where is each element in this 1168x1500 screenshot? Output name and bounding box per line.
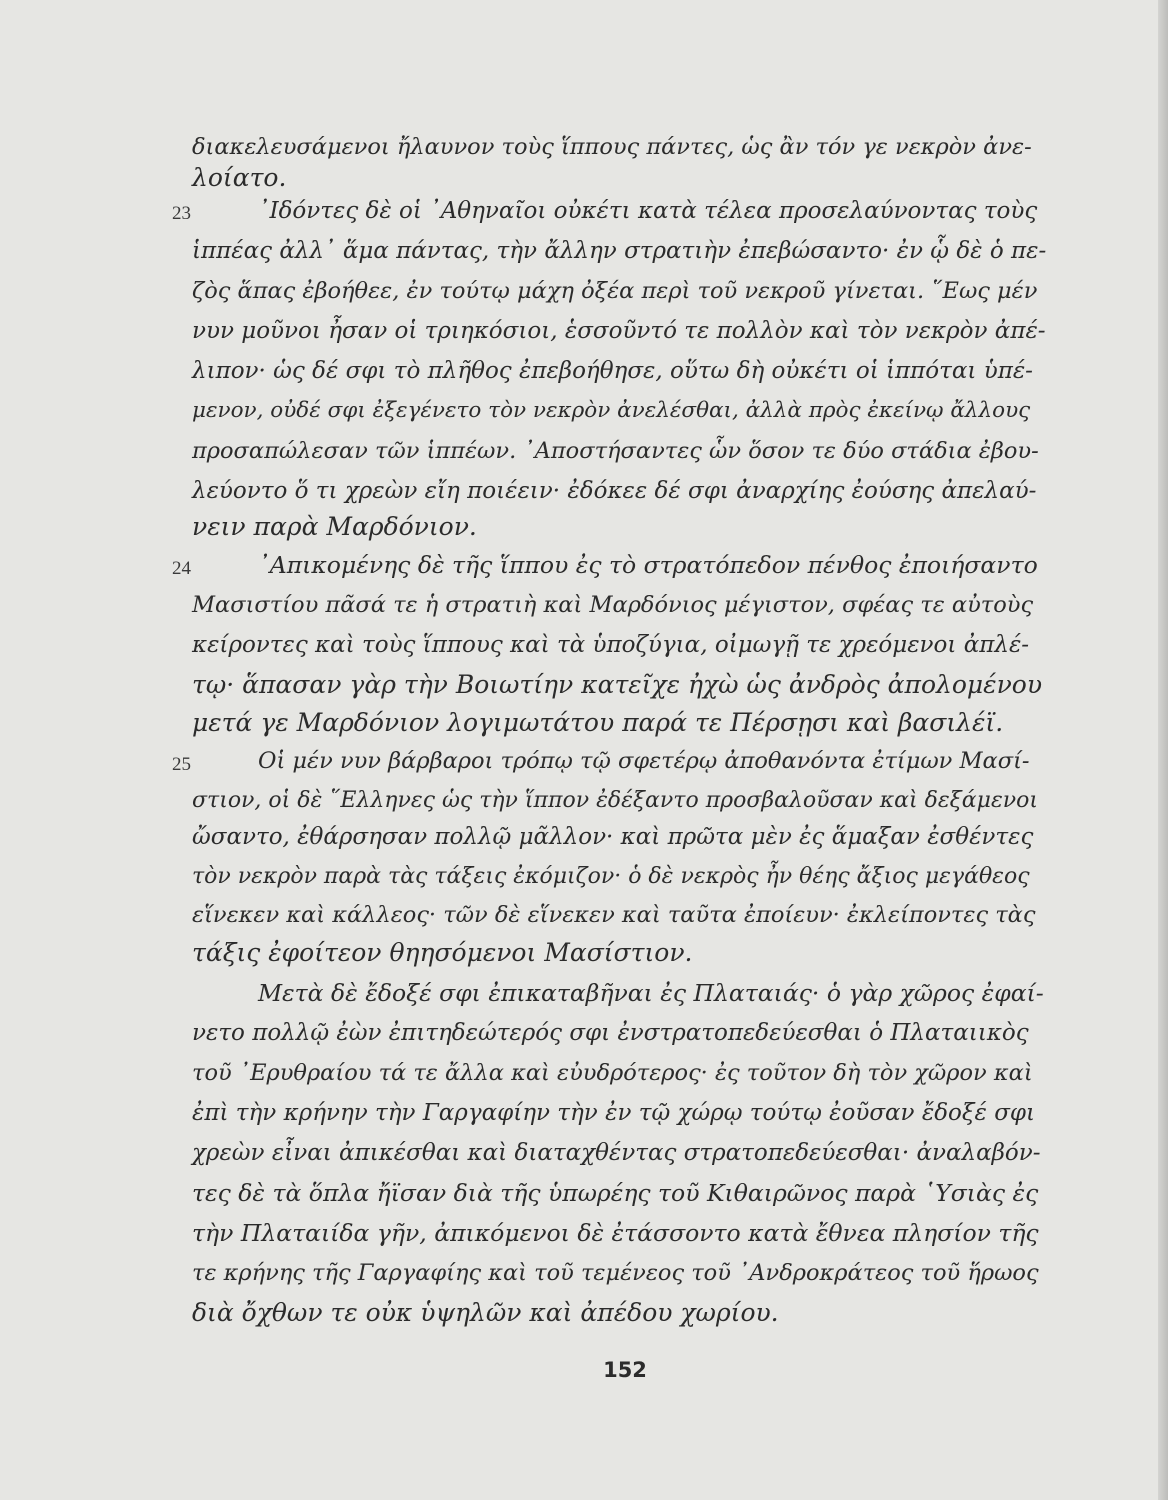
- text-line: τες δὲ τὰ ὅπλα ἤϊσαν διὰ τῆς ὑπωρέης τοῦ Κιθαιρῶνος παρὰ ῾Υσιὰς ἐς: [192, 1179, 1039, 1207]
- text-line: ἐπὶ τὴν κρήνην τὴν Γαργαφίην τὴν ἐν τῷ χώρῳ τούτῳ ἐοῦσαν ἔδοξέ σφι: [192, 1100, 1036, 1126]
- text-line: Μασιστίου πᾶσά τε ἡ στρατιὴ καὶ Μαρδόνιος μέγιστον, σφέας τε αὐτοὺς: [192, 592, 1034, 618]
- text-line: χρεὼν εἶναι ἀπικέσθαι καὶ διαταχθέντας στρατοπεδεύεσθαι· ἀναλαβόν-: [192, 1140, 1041, 1166]
- text-line: τε κρήνης τῆς Γαργαφίης καὶ τοῦ τεμένεος τοῦ ᾽Ανδροκράτεος τοῦ ἥρωος: [192, 1260, 1039, 1286]
- text-line: ἱππέας ἀλλ᾽ ἅμα πάντας, τὴν ἄλλην στρατιὴν ἐπεβώσαντο· ἐν ᾧ δὲ ὁ πε-: [192, 238, 1047, 264]
- text-line: λεύοντο ὅ τι χρεὼν εἴη ποιέειν· ἐδόκεε δέ σφι ἀναρχίης ἐούσης ἀπελαύ-: [192, 478, 1037, 504]
- text-line: τῳ· ἅπασαν γὰρ τὴν Βοιωτίην κατεῖχε ἠχὼ ὡς ἀνδρὸς ἀπολομένου: [192, 670, 1043, 699]
- text-line: μενον, οὐδέ σφι ἐξεγένετο τὸν νεκρὸν ἀνελέσθαι, ἀλλὰ πρὸς ἐκείνῳ ἄλλους: [192, 398, 1031, 423]
- text-line: ὤσαντο, ἐθάρσησαν πολλῷ μᾶλλον· καὶ πρῶτα μὲν ἐς ἅμαξαν ἐσθέντες: [192, 824, 1034, 850]
- text-line: νετο πολλῷ ἐὼν ἐπιτηδεώτερός σφι ἐνστρατοπεδεύεσθαι ὁ Πλαταιικὸς: [192, 1020, 1029, 1046]
- text-line: μετά γε Μαρδόνιον λογιμωτάτου παρά τε Πέρσῃσι καὶ βασιλέϊ.: [192, 708, 1004, 737]
- text-line: τὴν Πλαταιίδα γῆν, ἀπικόμενοι δὲ ἐτάσσοντο κατὰ ἔθνεα πλησίον τῆς: [192, 1219, 1039, 1247]
- text-line: τοῦ ᾽Ερυθραίου τά τε ἄλλα καὶ εὐυδρότερος· ἐς τοῦτον δὴ τὸν χῶρον καὶ: [192, 1060, 1033, 1086]
- section-number-25: 25: [172, 754, 191, 775]
- text-line: λιπον· ὡς δέ σφι τὸ πλῆθος ἐπεβοήθησε, οὕτω δὴ οὐκέτι οἱ ἱππόται ὑπέ-: [192, 358, 1033, 384]
- text-line: εἵνεκεν καὶ κάλλεος· τῶν δὲ εἵνεκεν καὶ ταῦτα ἐποίευν· ἐκλείποντες τὰς: [192, 902, 1036, 928]
- text-line: κείροντες καὶ τοὺς ἵππους καὶ τὰ ὑποζύγια, οἰμωγῇ τε χρεόμενοι ἀπλέ-: [192, 632, 1030, 658]
- text-line: ᾽Απικομένης δὲ τῆς ἵππου ἐς τὸ στρατόπεδον πένθος ἐποιήσαντο: [258, 551, 1038, 579]
- text-line: Οἱ μέν νυν βάρβαροι τρόπῳ τῷ σφετέρῳ ἀποθανόντα ἐτίμων Μασί-: [258, 748, 1030, 774]
- text-line: τὸν νεκρὸν παρὰ τὰς τάξεις ἐκόμιζον· ὁ δὲ νεκρὸς ἦν θέης ἄξιος μεγάθεος: [192, 864, 1030, 889]
- page-number: 152: [603, 1358, 647, 1382]
- text-line: ζὸς ἅπας ἐβοήθεε, ἐν τούτῳ μάχη ὀξέα περὶ τοῦ νεκροῦ γίνεται. ῞Εως μέν: [192, 278, 1038, 304]
- section-number-23: 23: [172, 203, 191, 224]
- text-line: ᾽Ιδόντες δὲ οἱ ᾽Αθηναῖοι οὐκέτι κατὰ τέλεα προσελαύνοντας τοὺς: [258, 198, 1038, 224]
- text-line: λοίατο.: [192, 163, 287, 192]
- text-line: νειν παρὰ Μαρδόνιον.: [192, 512, 477, 541]
- page-edge: [1158, 0, 1168, 1500]
- text-line: προσαπώλεσαν τῶν ἱππέων. ᾽Αποστήσαντες ὧν ὅσον τε δύο στάδια ἐβου-: [192, 438, 1039, 464]
- text-line: τάξις ἐφοίτεον θηησόμενοι Μασίστιον.: [192, 938, 693, 967]
- text-line: Μετὰ δὲ ἔδοξέ σφι ἐπικαταβῆναι ἐς Πλαταιάς· ὁ γὰρ χῶρος ἐφαί-: [258, 979, 1044, 1007]
- text-line: στιον, οἱ δὲ ῞Ελληνες ὡς τὴν ἵππον ἐδέξαντο προσβαλοῦσαν καὶ δεξάμενοι: [192, 788, 1039, 813]
- text-line: διακελευσάμενοι ἤλαυνον τοὺς ἵππους πάντες, ὡς ἂν τόν γε νεκρὸν ἀνε-: [192, 134, 1032, 160]
- section-number-24: 24: [172, 558, 191, 579]
- text-line: διὰ ὄχθων τε οὐκ ὑψηλῶν καὶ ἀπέδου χωρίου.: [192, 1298, 779, 1327]
- text-line: νυν μοῦνοι ἦσαν οἱ τριηκόσιοι, ἑσσοῦντό τε πολλὸν καὶ τὸν νεκρὸν ἀπέ-: [192, 318, 1046, 344]
